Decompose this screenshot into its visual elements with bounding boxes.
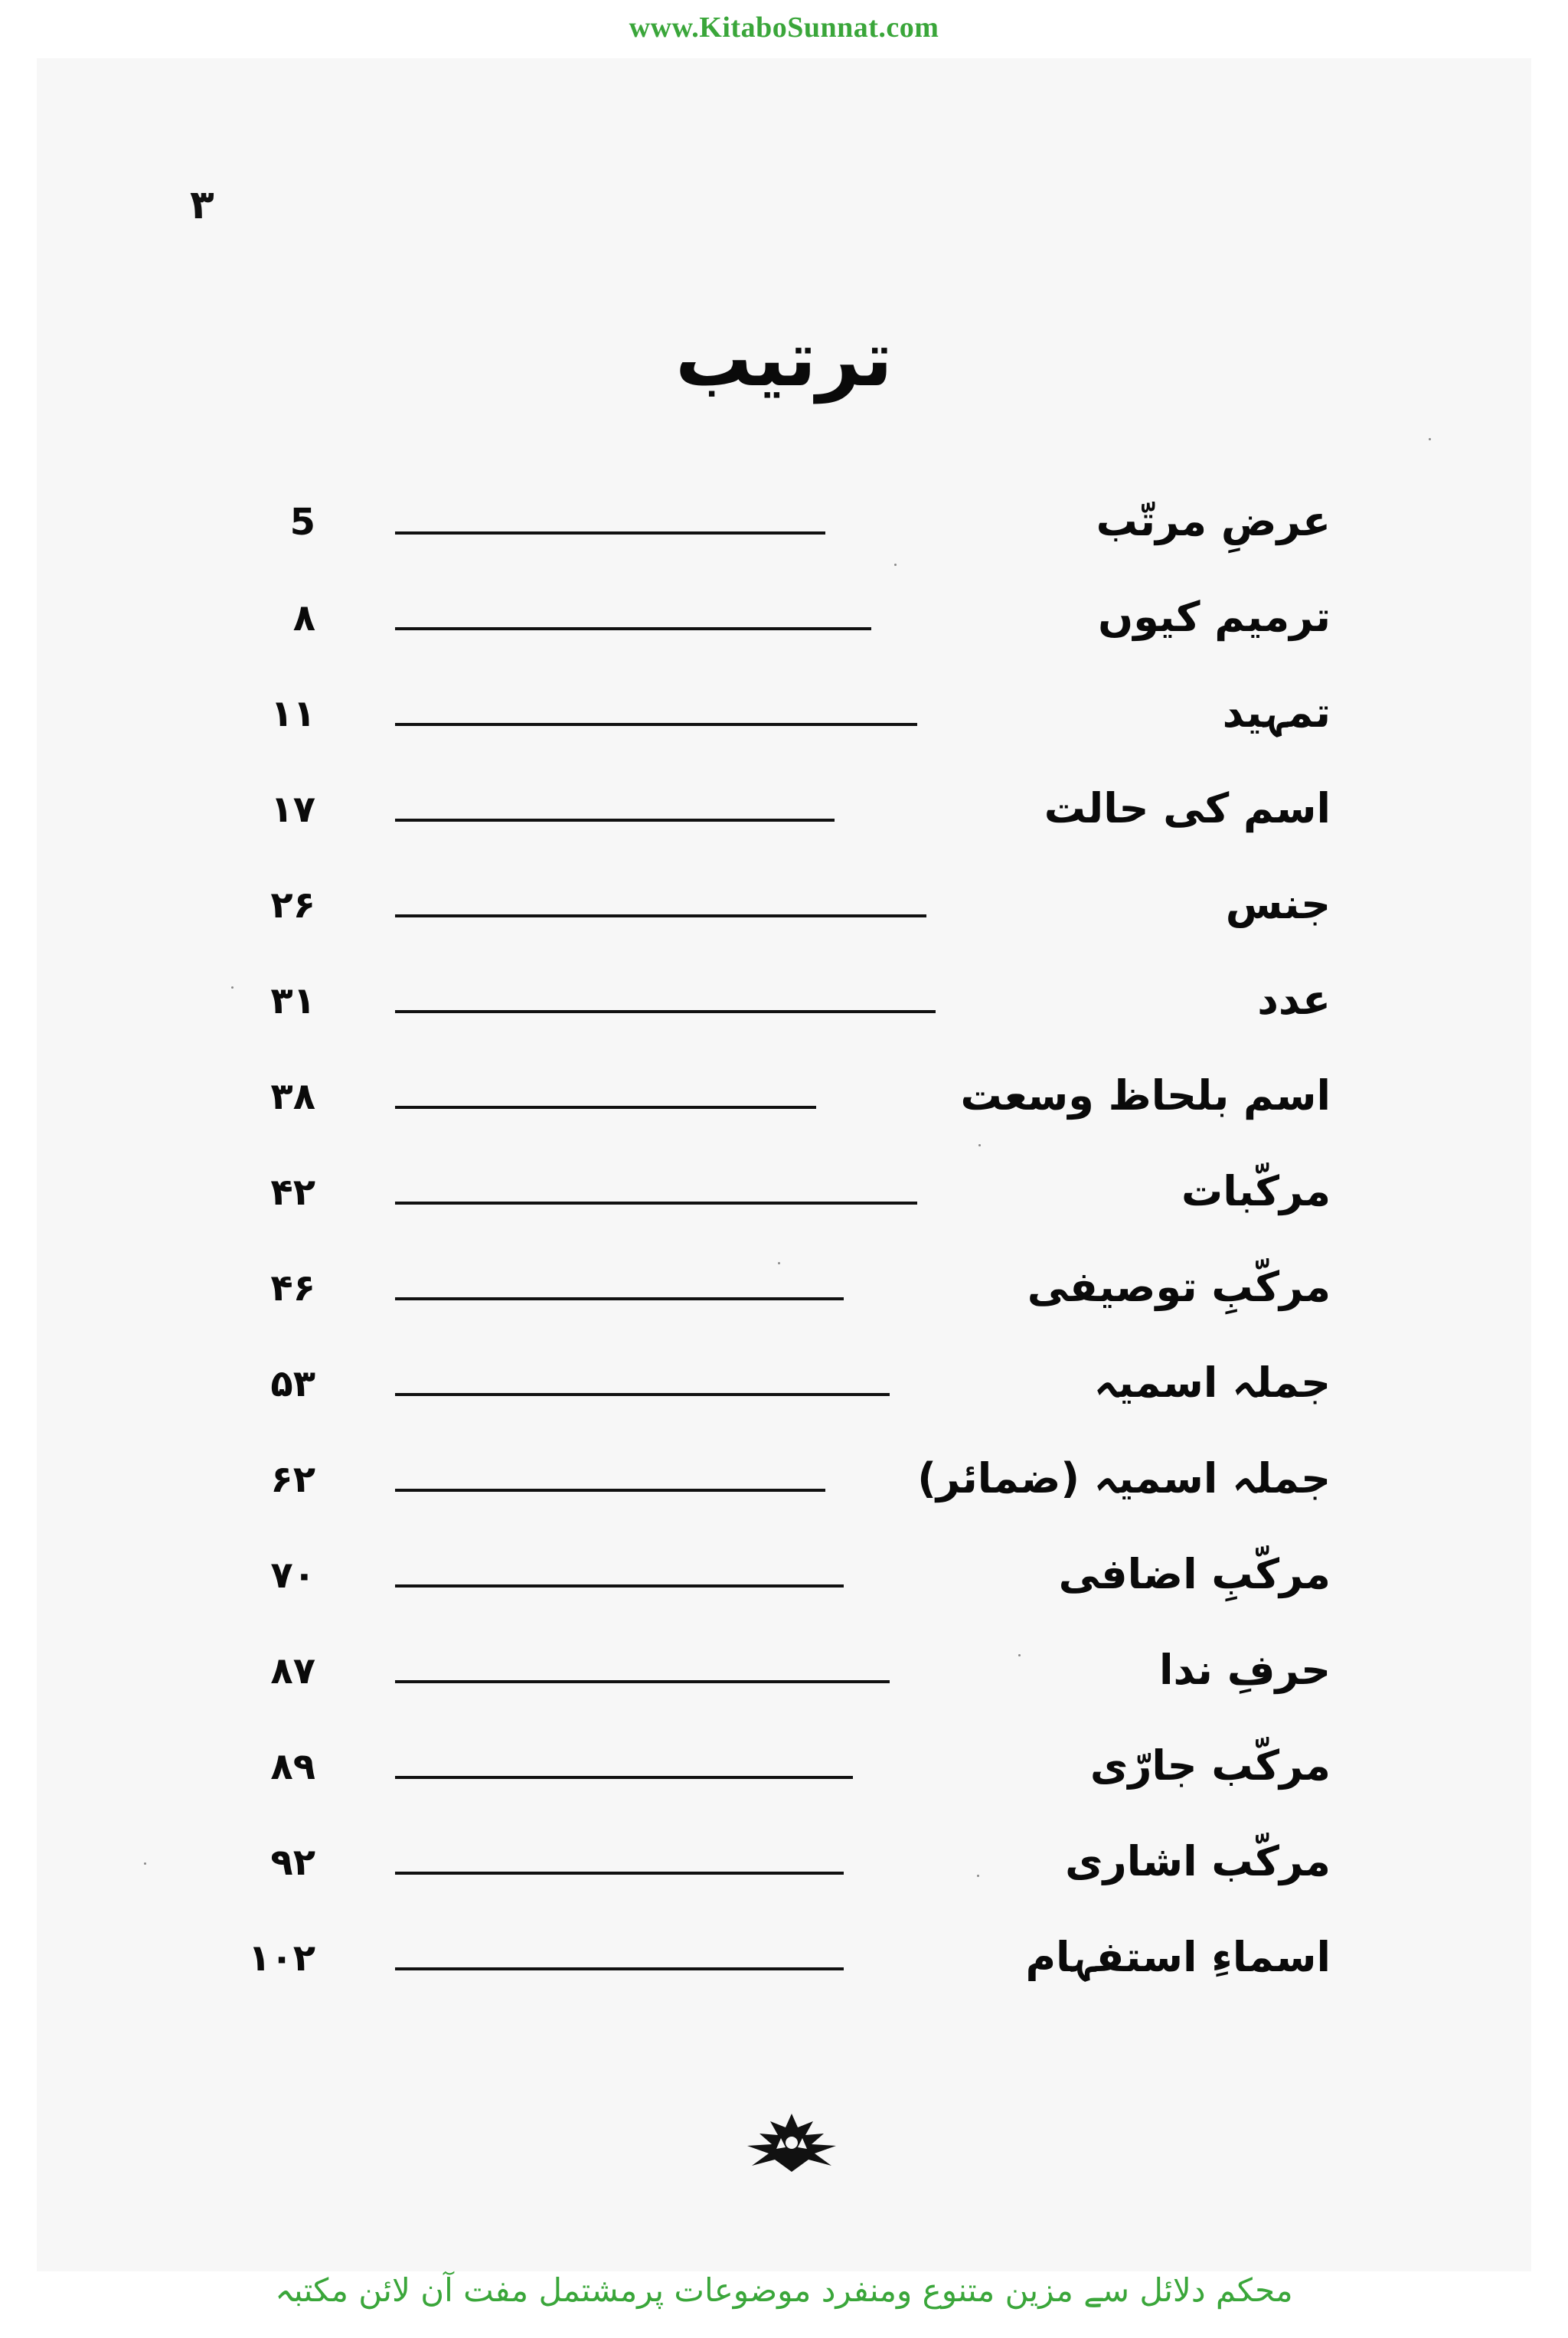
toc-entry-page-number: ۸۹ (270, 1745, 315, 1788)
toc-entry-title: تمہید (1222, 688, 1331, 737)
toc-entry-leader-line (395, 531, 825, 535)
toc-entry-leader-line (395, 1106, 816, 1109)
toc-entry-page-number: ۴۶ (270, 1267, 315, 1310)
toc-entry[interactable] (0, 1639, 1568, 1708)
toc-entry-title: جنس (1225, 880, 1331, 928)
toc-entry-title: جملہ اسمیہ (ضمائر) (917, 1454, 1331, 1503)
toc-entry-title: ترمیم کیوں (1098, 593, 1331, 641)
toc-entry-page-number: ۳۸ (270, 1075, 315, 1118)
toc-entry-title: مرکّب جارّی (1089, 1741, 1331, 1790)
toc-entry-leader-line (395, 627, 871, 630)
footer-tagline: محکم دلائل سے مزین متنوع ومنفرد موضوعات پرمشتمل مفت آن لائن مکتبہ (275, 2271, 1293, 2309)
toc-entry-leader-line (395, 914, 926, 917)
toc-entry-page-number: ۱۷ (270, 788, 315, 831)
toc-entry-page-number: ۱۰۲ (248, 1937, 315, 1980)
toc-entry-leader-line (395, 1202, 917, 1205)
toc-entry-leader-line (395, 1489, 825, 1492)
toc-entry-page-number: ۳۱ (270, 979, 315, 1022)
toc-entry[interactable] (0, 490, 1568, 559)
toc-entry[interactable] (0, 682, 1568, 750)
toc-entry-title: اسم کی حالت (1044, 784, 1331, 832)
toc-entry-title: مرکّب اشاری (1065, 1837, 1331, 1885)
toc-entry-leader-line (395, 723, 917, 726)
toc-entry-leader-line (395, 1680, 890, 1683)
scan-speck (978, 1144, 981, 1146)
toc-entry-title: عدد (1257, 976, 1331, 1024)
toc-entry[interactable] (0, 1447, 1568, 1516)
toc-entry[interactable] (0, 1160, 1568, 1229)
toc-entry[interactable] (0, 1064, 1568, 1133)
toc-entry-page-number: ۸ (292, 597, 315, 639)
page-title: ترتیب (675, 314, 893, 404)
toc-entry-title: حرفِ ندا (1158, 1646, 1331, 1694)
toc-entry[interactable] (0, 586, 1568, 655)
toc-entry[interactable] (0, 777, 1568, 846)
toc-entry-title: جملہ اسمیہ (1093, 1359, 1331, 1407)
toc-entry-leader-line (395, 1872, 844, 1875)
toc-entry-title: اسم بلحاظ وسعت (960, 1071, 1331, 1120)
site-url-watermark: www.KitaboSunnat.com (629, 11, 939, 44)
toc-entry-page-number: ۱۱ (270, 692, 315, 735)
toc-entry-page-number: ۵۳ (270, 1362, 315, 1405)
toc-entry[interactable] (0, 1543, 1568, 1612)
toc-entry-title: مرکّبات (1181, 1167, 1331, 1215)
toc-entry-title: مرکّبِ توصیفی (1027, 1263, 1331, 1311)
toc-entry-leader-line (395, 1010, 936, 1013)
toc-entry-title: عرضِ مرتّب (1096, 497, 1331, 545)
toc-entry-page-number: 5 (289, 501, 315, 544)
toc-entry-leader-line (395, 819, 835, 822)
toc-entry[interactable] (0, 1926, 1568, 1995)
toc-entry[interactable] (0, 1830, 1568, 1899)
toc-entry-page-number: ۸۷ (270, 1650, 315, 1692)
toc-entry-leader-line (395, 1393, 890, 1396)
toc-entry-title: مرکّبِ اضافی (1058, 1550, 1331, 1598)
scan-speck (894, 564, 897, 566)
toc-entry-page-number: ۲۶ (270, 884, 315, 927)
toc-entry[interactable] (0, 1735, 1568, 1803)
toc-entry-page-number: ۴۲ (270, 1171, 315, 1214)
toc-entry-title: اسماءِ استفہام (1025, 1933, 1331, 1981)
toc-entry-page-number: ۷۰ (270, 1554, 315, 1597)
toc-entry-page-number: ۶۲ (270, 1458, 315, 1501)
scan-speck (1429, 438, 1431, 440)
toc-entry[interactable] (0, 969, 1568, 1038)
toc-entry-page-number: ۹۲ (270, 1841, 315, 1884)
toc-entry-leader-line (395, 1584, 844, 1588)
toc-entry-leader-line (395, 1297, 844, 1300)
toc-entry[interactable] (0, 1352, 1568, 1421)
toc-entry[interactable] (0, 1256, 1568, 1325)
page-number: ۳ (190, 182, 214, 228)
toc-entry-leader-line (395, 1776, 853, 1779)
ornament-flourish-icon (738, 2104, 845, 2173)
toc-entry-leader-line (395, 1967, 844, 1970)
toc-entry[interactable] (0, 873, 1568, 942)
